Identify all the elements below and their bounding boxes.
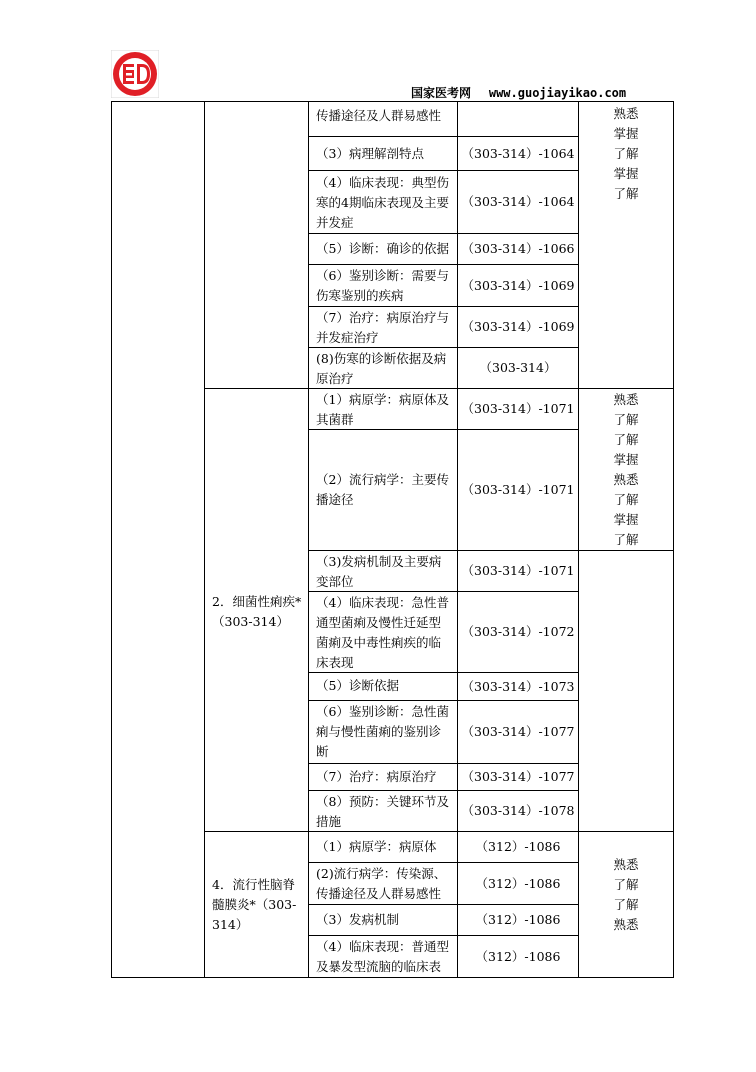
table-row (309, 673, 457, 700)
topic-text: （4）临床表现：普通型及暴发型流脑的临床表 (316, 939, 449, 974)
topic-text: （7）治疗：病原治疗 (316, 769, 437, 784)
reference-cell: （303-314） (479, 360, 557, 375)
reference-cell: （303-314）-1066 (461, 241, 575, 256)
reference-cell: （303-314）-1071 (461, 482, 575, 497)
table-row (309, 348, 457, 388)
requirement-level: 熟悉 (613, 106, 639, 121)
disease-title: 4．流行性脑脊髓膜炎*（303-314） (212, 877, 297, 932)
topic-text: （6）鉴别诊断：急性菌痢与慢性菌痢的鉴别诊断 (316, 704, 449, 759)
topic-text: (8)伤寒的诊断依据及病原治疗 (316, 351, 447, 386)
reference-cell: （303-314）-1071 (461, 563, 575, 578)
table-row (309, 791, 457, 831)
table-row (309, 592, 457, 672)
topic-text: （1）病原学：病原体及其菌群 (316, 392, 449, 427)
reference-cell: （312）-1086 (475, 912, 561, 927)
topic-text: （1）病原学：病原体 (316, 839, 437, 854)
requirement-level: 了解 (613, 412, 639, 427)
table-row (309, 430, 457, 550)
table-row (309, 234, 457, 264)
reference-cell: （303-314）-1071 (461, 401, 575, 416)
site-url[interactable]: www.guojiayikao.com (488, 86, 627, 100)
reference-cell: （312）-1086 (475, 949, 561, 964)
table-row (309, 102, 457, 136)
reference-cell: （303-314）-1077 (461, 769, 575, 784)
requirement-level: 熟悉 (613, 917, 639, 932)
table-row (309, 389, 457, 429)
topic-text: （3）病理解剖特点 (316, 146, 424, 161)
requirement-list (579, 104, 673, 204)
requirement-level: 了解 (613, 432, 639, 447)
table-row (309, 171, 457, 233)
requirement-level: 了解 (613, 186, 639, 201)
page-header (411, 84, 626, 101)
reference-cell: （312）-1086 (475, 876, 561, 891)
table-row (309, 905, 457, 935)
reference-cell: （303-314）-1069 (461, 278, 575, 293)
table-row (309, 701, 457, 763)
requirement-level: 了解 (613, 532, 639, 547)
table-row (309, 863, 457, 904)
syllabus-table (111, 102, 674, 978)
topic-text: （8）预防：关键环节及措施 (316, 794, 449, 829)
topic-text: （2）流行病学：主要传播途径 (316, 472, 449, 507)
table-row (309, 307, 457, 347)
requirement-level: 掌握 (613, 452, 639, 467)
topic-text: （4）临床表现：急性普通型菌痢及慢性迁延型菌痢及中毒性痢疾的临床表现 (316, 595, 449, 670)
table-row (309, 137, 457, 170)
reference-cell: （303-314）-1077 (461, 724, 575, 739)
requirement-level: 掌握 (613, 126, 639, 141)
topic-text: （7）治疗：病原治疗与并发症治疗 (316, 310, 449, 345)
table-row (309, 551, 457, 591)
requirement-level: 了解 (613, 146, 639, 161)
requirement-list (579, 390, 673, 550)
table-row (309, 936, 457, 977)
site-name: 国家医考网 (411, 86, 472, 100)
topic-text: （6）鉴别诊断：需要与伤寒鉴别的疾病 (316, 268, 449, 303)
topic-text: （3)发病机制及主要病变部位 (316, 554, 442, 589)
reference-cell: （303-314）-1069 (461, 319, 575, 334)
requirement-level: 掌握 (613, 512, 639, 527)
reference-cell: （303-314）-1064 (461, 194, 575, 209)
requirement-level: 了解 (613, 897, 639, 912)
topic-text: 传播途径及人群易感性 (316, 108, 442, 123)
table-row (309, 832, 457, 862)
requirement-level: 掌握 (613, 166, 639, 181)
reference-cell: （303-314）-1072 (461, 624, 575, 639)
topic-text: （5）诊断：确诊的依据 (316, 241, 449, 256)
reference-cell: （303-314）-1073 (461, 679, 575, 694)
table-row (309, 764, 457, 790)
disease-title: 2．细菌性痢疾*（303-314） (212, 594, 302, 629)
requirement-level: 熟悉 (613, 857, 639, 872)
reference-cell: （312）-1086 (475, 839, 561, 854)
topic-text: （4）临床表现：典型伤寒的4期临床表现及主要并发症 (316, 175, 449, 230)
requirement-level: 熟悉 (613, 392, 639, 407)
requirement-level: 熟悉 (613, 472, 639, 487)
requirement-level: 了解 (613, 877, 639, 892)
topic-text: (2)流行病学：传染源、传播途径及人群易感性 (316, 866, 447, 901)
topic-text: （3）发病机制 (316, 912, 399, 927)
reference-cell: （303-314）-1078 (461, 803, 575, 818)
topic-text: （5）诊断依据 (316, 678, 399, 693)
reference-cell: （303-314）-1064 (461, 146, 575, 161)
reference-cell (458, 102, 578, 136)
table-row (309, 265, 457, 306)
requirement-list (579, 855, 673, 935)
requirement-level: 了解 (613, 492, 639, 507)
site-logo (111, 50, 159, 98)
